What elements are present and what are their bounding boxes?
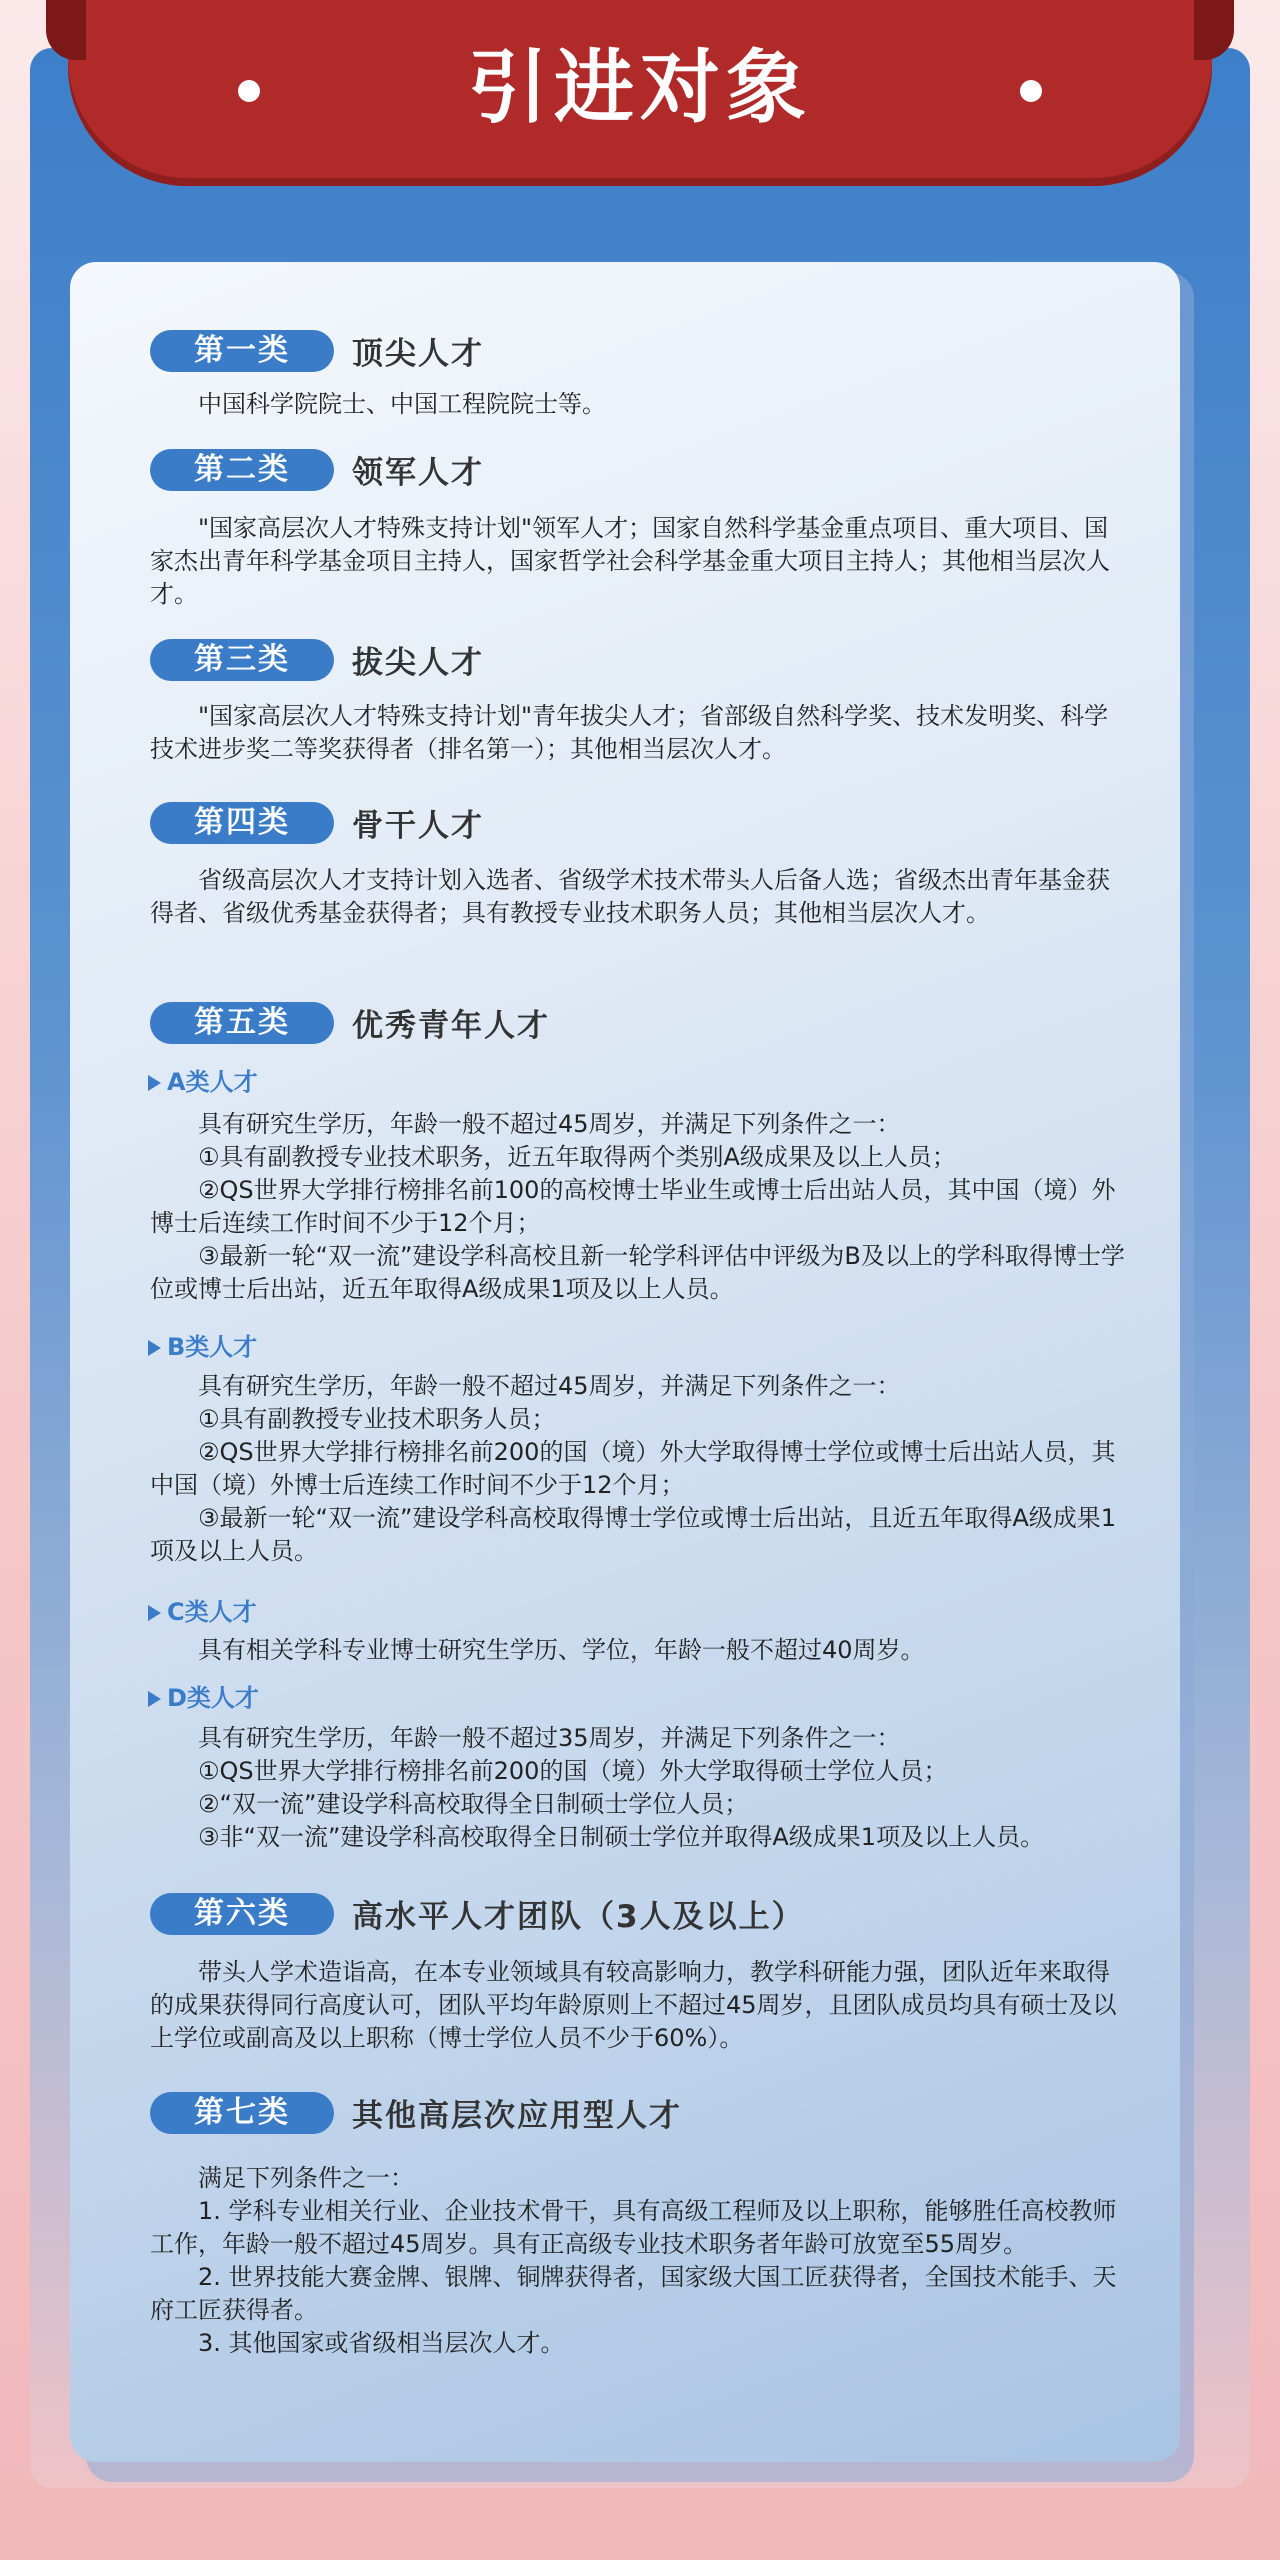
category-badge: 第七类 bbox=[150, 2092, 334, 2134]
category-title: 高水平人才团队（3人及以上） bbox=[352, 1899, 805, 1935]
paragraph: 3. 其他国家或省级相当层次人才。 bbox=[198, 2329, 565, 2357]
category-badge: 第二类 bbox=[150, 449, 334, 491]
youth-b-label: B类人才 bbox=[148, 1327, 257, 1362]
category-badge: 第一类 bbox=[150, 330, 334, 372]
category-badge: 第四类 bbox=[150, 802, 334, 844]
paragraph: "国家高层次人才特殊支持计划"领军人才；国家自然科学基金重点项目、重大项目、国家杰出青年科学基金项目主持人，国家哲学社会科学基金重大项目主持人；其他相当层次人才。 bbox=[150, 514, 1110, 608]
paragraph: ①具有副教授专业技术职务，近五年取得两个类别A级成果及以上人员； bbox=[198, 1143, 956, 1171]
category-badge: 第六类 bbox=[150, 1893, 334, 1935]
category-title: 顶尖人才 bbox=[352, 336, 484, 372]
category-5-header bbox=[150, 1000, 550, 1045]
youth-d-text bbox=[150, 1722, 1130, 1854]
paragraph: 具有相关学科专业博士研究生学历、学位，年龄一般不超过40周岁。 bbox=[198, 1636, 925, 1664]
paragraph: 省级高层次人才支持计划入选者、省级学术技术带头人后备人选；省级杰出青年基金获得者、省级优秀基金获得者；具有教授专业技术职务人员；其他相当层次人才。 bbox=[150, 866, 1110, 927]
category-6-text bbox=[150, 1956, 1130, 2055]
category-1-header bbox=[150, 328, 484, 373]
category-7-text bbox=[150, 2162, 1130, 2360]
category-2-text bbox=[150, 512, 1130, 611]
category-title: 优秀青年人才 bbox=[352, 1008, 550, 1044]
paragraph: 具有研究生学历，年龄一般不超过35周岁，并满足下列条件之一： bbox=[198, 1724, 901, 1752]
category-7-header bbox=[150, 2090, 682, 2135]
category-title: 其他高层次应用型人才 bbox=[352, 2098, 682, 2134]
category-1-text bbox=[150, 388, 1130, 421]
paragraph: ②QS世界大学排行榜排名前200的国（境）外大学取得博士学位或博士后出站人员，其中国（境）外博士后连续工作时间不少于12个月； bbox=[150, 1438, 1116, 1499]
paragraph: ③最新一轮“双一流”建设学科高校取得博士学位或博士后出站，且近五年取得A级成果1项及以上人员。 bbox=[150, 1504, 1117, 1565]
title-banner bbox=[68, 0, 1212, 186]
youth-c-label: C类人才 bbox=[148, 1592, 257, 1627]
paragraph: 带头人学术造诣高，在本专业领域具有较高影响力，教学科研能力强，团队近年来取得的成果获得同行高度认可，团队平均年龄原则上不超过45周岁，且团队成员均具有硕士及以上学位或副高及以上职称（博士学位人员不少于60%）。 bbox=[150, 1958, 1117, 2052]
category-3-text bbox=[150, 700, 1130, 766]
paragraph: 具有研究生学历，年龄一般不超过45周岁，并满足下列条件之一： bbox=[198, 1110, 901, 1138]
paragraph: ②QS世界大学排行榜排名前100的高校博士毕业生或博士后出站人员，其中国（境）外博士后连续工作时间不少于12个月； bbox=[150, 1176, 1116, 1237]
paragraph: ③最新一轮“双一流”建设学科高校且新一轮学科评估中评级为B及以上的学科取得博士学位或博士后出站，近五年取得A级成果1项及以上人员。 bbox=[150, 1242, 1125, 1303]
category-2-header bbox=[150, 447, 484, 492]
youth-d-label: D类人才 bbox=[148, 1678, 259, 1713]
paragraph: 具有研究生学历，年龄一般不超过45周岁，并满足下列条件之一： bbox=[198, 1372, 901, 1400]
youth-a-label: A类人才 bbox=[148, 1062, 258, 1097]
page-title: 引进对象 bbox=[468, 41, 812, 134]
triangle-right-icon bbox=[148, 1605, 161, 1621]
triangle-right-icon bbox=[148, 1075, 161, 1091]
paragraph: ②“双一流”建设学科高校取得全日制硕士学位人员； bbox=[198, 1790, 749, 1818]
paragraph: 1. 学科专业相关行业、企业技术骨干，具有高级工程师及以上职称，能够胜任高校教师工作，年龄一般不超过45周岁。具有正高级专业技术职务者年龄可放宽至55周岁。 bbox=[150, 2197, 1117, 2258]
paragraph: 满足下列条件之一： bbox=[198, 2164, 414, 2192]
triangle-right-icon bbox=[148, 1340, 161, 1356]
youth-b-text bbox=[150, 1370, 1130, 1568]
category-4-text bbox=[150, 864, 1130, 930]
category-4-header bbox=[150, 800, 484, 845]
category-6-header bbox=[150, 1891, 805, 1936]
paragraph: 2. 世界技能大赛金牌、银牌、铜牌获得者，国家级大国工匠获得者，全国技术能手、天府工匠获得者。 bbox=[150, 2263, 1117, 2324]
paragraph: ①具有副教授专业技术职务人员； bbox=[198, 1405, 556, 1433]
category-badge: 第五类 bbox=[150, 1002, 334, 1044]
paragraph: ①QS世界大学排行榜排名前200的国（境）外大学取得硕士学位人员； bbox=[198, 1757, 948, 1785]
paragraph: "国家高层次人才特殊支持计划"青年拔尖人才；省部级自然科学奖、技术发明奖、科学技术进步奖二等奖获得者（排名第一）；其他相当层次人才。 bbox=[150, 702, 1109, 763]
category-badge: 第三类 bbox=[150, 639, 334, 681]
category-title: 拔尖人才 bbox=[352, 645, 484, 681]
paragraph: ③非“双一流”建设学科高校取得全日制硕士学位并取得A级成果1项及以上人员。 bbox=[198, 1823, 1045, 1851]
category-title: 领军人才 bbox=[352, 455, 484, 491]
category-3-header bbox=[150, 637, 484, 682]
paragraph: 中国科学院院士、中国工程院院士等。 bbox=[198, 390, 606, 418]
youth-c-text bbox=[150, 1634, 1130, 1667]
youth-a-text bbox=[150, 1108, 1130, 1306]
triangle-right-icon bbox=[148, 1691, 161, 1707]
category-title: 骨干人才 bbox=[352, 808, 484, 844]
